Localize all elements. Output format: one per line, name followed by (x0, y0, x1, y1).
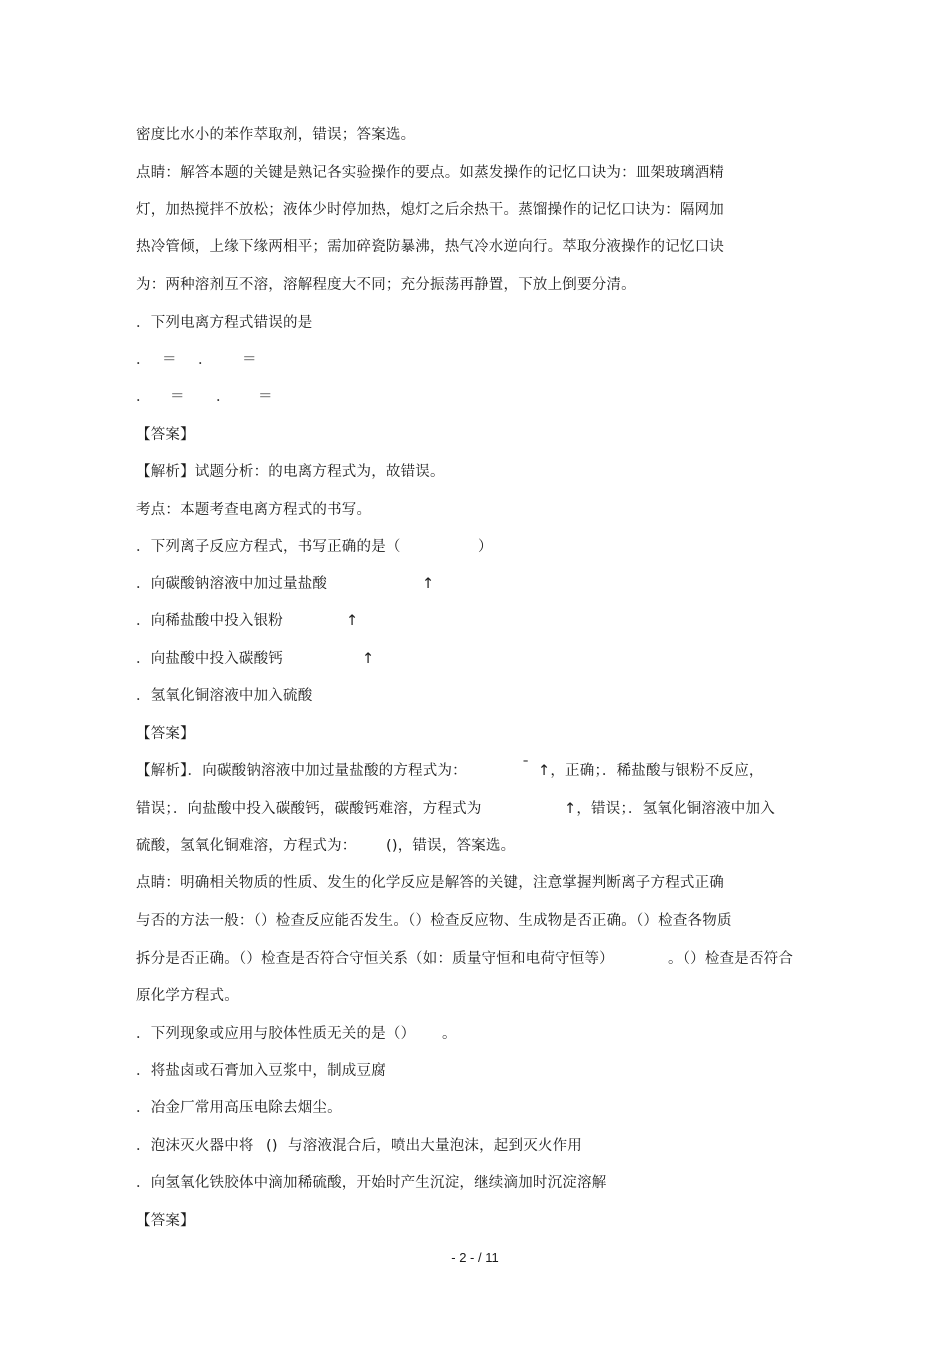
up-arrow-icon: ↑ (362, 651, 375, 667)
text-line: 灯，加热搅拌不放松；液体少时停加热，熄灯之后余热干。蒸馏操作的记忆口诀为：隔网加 (136, 202, 724, 218)
option-a: ． (136, 352, 151, 368)
up-arrow-icon: ↑ (346, 613, 359, 629)
text-line: 考点：本题考查电离方程式的书写。 (136, 502, 372, 518)
analysis-text: 硫酸，氢氧化铜难溶，方程式为： ()，错误，答案选。 (136, 838, 516, 854)
analysis-text: 【解析】．向碳酸钠溶液中加过量盐酸的方程式为： ¯ ↑，正确；．稀盐酸与银粉不反应， (136, 759, 764, 779)
text-line: 拆分是否正确。（）检查是否符合守恒关系（如：质量守恒和电荷守恒等） 。（）检查是否符合 (136, 951, 794, 967)
answer-label: 【答案】 (136, 726, 195, 742)
option-d: ．向氢氧化铁胶体中滴加稀硫酸，开始时产生沉淀，继续滴加时沉淀溶解 (136, 1175, 607, 1191)
question-stem: ．下列现象或应用与胶体性质无关的是（） 。 (136, 1026, 457, 1042)
option-c: ． (136, 389, 151, 405)
analysis-text: 【解析】试题分析：的电离方程式为，故错误。 (136, 464, 445, 480)
answer-label: 【答案】 (136, 427, 195, 443)
text-line: 点睛：解答本题的关键是熟记各实验操作的要点。如蒸发操作的记忆口诀为：皿架玻璃酒精 (136, 165, 724, 181)
text-line: 热冷管倾，上缘下缘两相平；需加碎瓷防暴沸，热气冷水逆向行。萃取分液操作的记忆口诀 (136, 239, 724, 255)
option-c: ．泡沫灭火器中将 () 与溶液混合后，喷出大量泡沫，起到灭火作用 (136, 1138, 582, 1154)
equals-sign: ＝ (162, 352, 177, 368)
page-number: - 2 - / 11 (451, 1250, 499, 1265)
text-line: 密度比水小的苯作萃取剂，错误；答案选。 (136, 127, 416, 143)
equals-sign: ＝ (170, 389, 185, 405)
option-c: ．向盐酸中投入碳酸钙 ↑ (136, 651, 375, 667)
text-line: 点睛：明确相关物质的性质、发生的化学反应是解答的关键，注意掌握判断离子方程式正确 (136, 875, 724, 891)
question-stem: ．下列电离方程式错误的是 (136, 315, 313, 331)
text-line: 与否的方法一般：（）检查反应能否发生。（）检查反应物、生成物是否正确。（）检查各物质 (136, 913, 732, 929)
equals-sign: ＝ (242, 352, 257, 368)
option-b: ．冶金厂常用高压电除去烟尘。 (136, 1100, 342, 1116)
option-d: ．氢氧化铜溶液中加入硫酸 (136, 688, 313, 704)
option-row (136, 350, 336, 370)
text-line: 为：两种溶剂互不溶，溶解程度大不同；充分振荡再静置，下放上倒要分清。 (136, 277, 636, 293)
option-a: ．将盐卤或石膏加入豆浆中，制成豆腐 (136, 1063, 386, 1079)
option-a: ．向碳酸钠溶液中加过量盐酸 ↑ (136, 576, 435, 592)
analysis-text: 错误；．向盐酸中投入碳酸钙，碳酸钙难溶，方程式为 ↑，错误；．氢氧化铜溶液中加入 (136, 801, 775, 817)
up-arrow-icon: ↑ (422, 576, 435, 592)
question-stem: ．下列离子反应方程式，书写正确的是（ ） (136, 539, 493, 555)
option-row (136, 387, 336, 407)
option-d: ． (216, 389, 231, 405)
text-line: 原化学方程式。 (136, 988, 239, 1004)
option-b: ． (198, 352, 213, 368)
option-b: ．向稀盐酸中投入银粉 ↑ (136, 613, 359, 629)
answer-label: 【答案】 (136, 1213, 195, 1229)
equals-sign: ＝ (258, 389, 273, 405)
